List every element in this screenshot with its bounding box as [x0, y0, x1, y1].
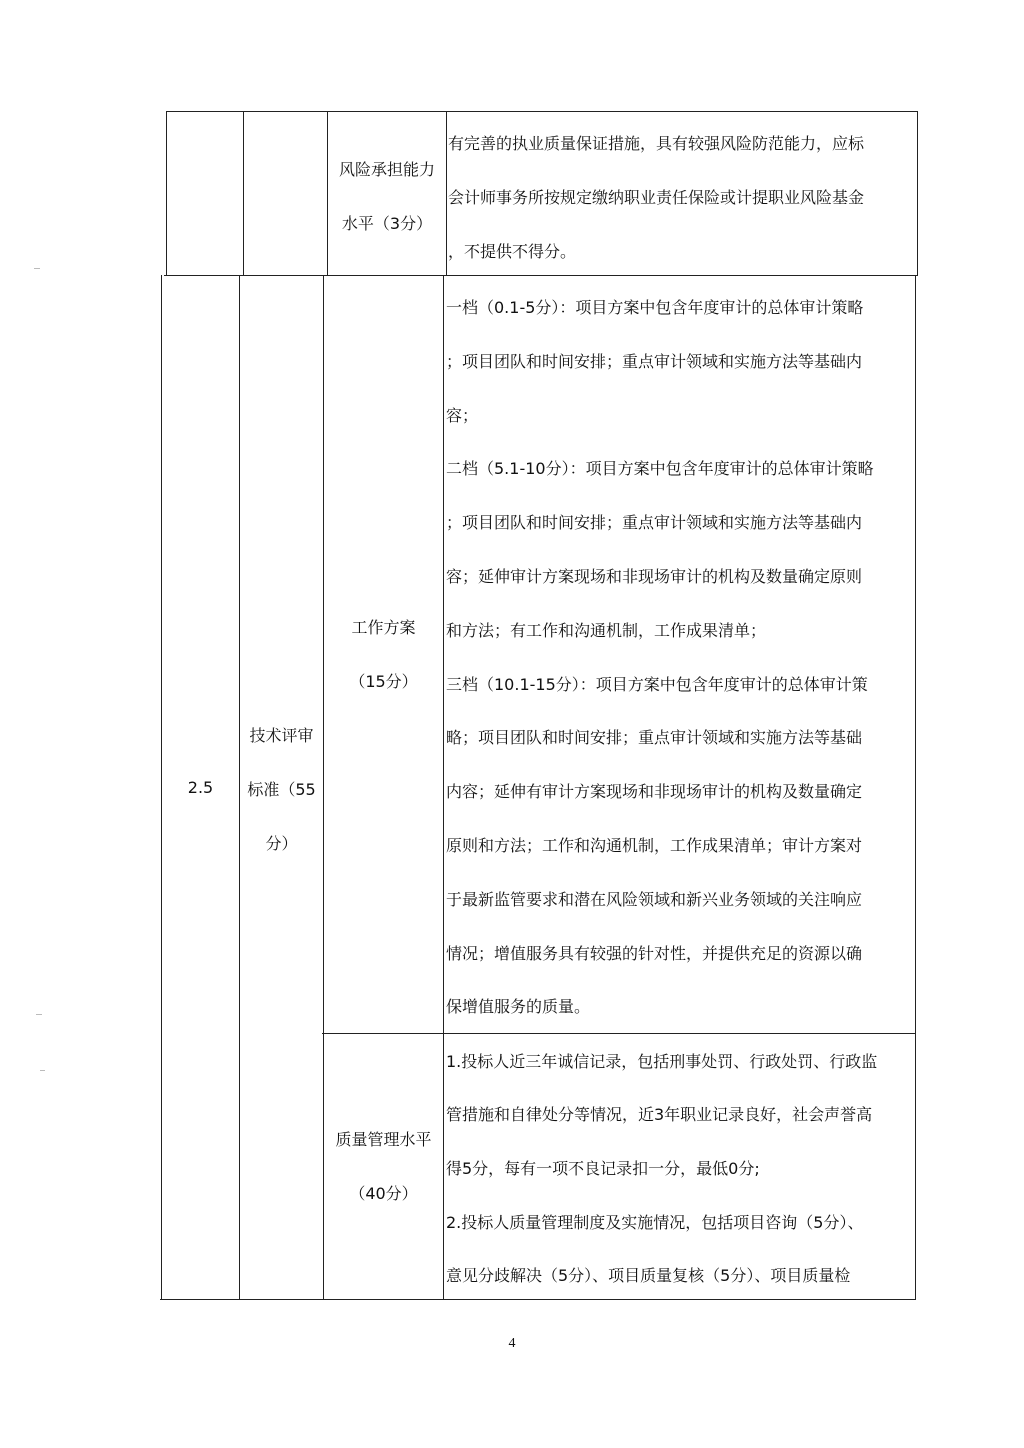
subitem-line: 水平（3分）: [341, 214, 433, 233]
subitem-line: 风险承担能力: [338, 160, 435, 179]
content-line: 保增值服务的质量。: [446, 997, 591, 1016]
scan-speck: [40, 1070, 45, 1071]
content-line: 管措施和自律处分等情况，近3年职业记录良好，社会声誉高: [446, 1105, 873, 1124]
content-line: 略；项目团队和时间安排；重点审计领域和实施方法等基础: [446, 728, 863, 747]
content-line: 一档（0.1-5分）：项目方案中包含年度审计的总体审计策略: [446, 298, 864, 317]
category-line: 标准（55: [247, 780, 316, 799]
content-line: 三档（10.1-15分）：项目方案中包含年度审计的总体审计策: [446, 675, 868, 694]
content-line: 情况；增值服务具有较强的针对性，并提供充足的资源以确: [446, 944, 863, 963]
item-number: 2.5: [187, 778, 214, 797]
content-line: 容；: [446, 406, 479, 425]
content-line: 原则和方法；工作和沟通机制，工作成果清单；审计方案对: [446, 836, 863, 855]
content-line: 二档（5.1-10分）：项目方案中包含年度审计的总体审计策略: [446, 459, 874, 478]
scan-speck: [34, 268, 40, 269]
content-line: 容；延伸审计方案现场和非现场审计的机构及数量确定原则: [446, 567, 863, 586]
category-line: 技术评审: [249, 726, 314, 745]
table-col-divider: [243, 111, 244, 275]
content-line: ；项目团队和时间安排；重点审计领域和实施方法等基础内: [446, 352, 863, 371]
content-line: ；项目团队和时间安排；重点审计领域和实施方法等基础内: [446, 513, 863, 532]
table-col-divider: [446, 111, 447, 275]
page-number: 4: [508, 1336, 516, 1351]
subitem-line: 工作方案: [351, 618, 416, 637]
table-border-right: [917, 111, 918, 275]
content-line: 1.投标人近三年诚信记录，包括刑事处罚、行政处罚、行政监: [446, 1052, 878, 1071]
table-border-top: [166, 111, 918, 112]
content-line: ，不提供不得分。: [448, 242, 577, 261]
content-line: 2.投标人质量管理制度及实施情况，包括项目咨询（5分）、: [446, 1213, 864, 1232]
content-line: 于最新监管要求和潜在风险领域和新兴业务领域的关注响应: [446, 890, 863, 909]
table-border-right: [915, 275, 916, 1300]
content-line: 内容；延伸有审计方案现场和非现场审计的机构及数量确定: [446, 782, 863, 801]
content-line: 意见分歧解决（5分）、项目质量复核（5分）、项目质量检: [446, 1266, 851, 1285]
table-border-bottom: [160, 1299, 916, 1300]
table-col-divider: [443, 275, 444, 1300]
content-line: 和方法；有工作和沟通机制，工作成果清单；: [446, 621, 767, 640]
table-subrow-divider: [322, 1033, 916, 1034]
content-line: 会计师事务所按规定缴纳职业责任保险或计提职业风险基金: [448, 188, 865, 207]
table-border-left: [166, 111, 167, 275]
subitem-line: （40分）: [349, 1184, 418, 1203]
scan-speck: [36, 1014, 42, 1015]
subitem-line: 质量管理水平: [335, 1130, 432, 1149]
table-row-divider: [164, 275, 918, 276]
content-line: 得5分，每有一项不良记录扣一分，最低0分;: [446, 1159, 760, 1178]
table-col-divider: [327, 111, 328, 275]
subitem-line: （15分）: [349, 672, 418, 691]
category-line: 分）: [265, 834, 298, 853]
content-line: 有完善的执业质量保证措施，具有较强风险防范能力，应标: [448, 134, 865, 153]
